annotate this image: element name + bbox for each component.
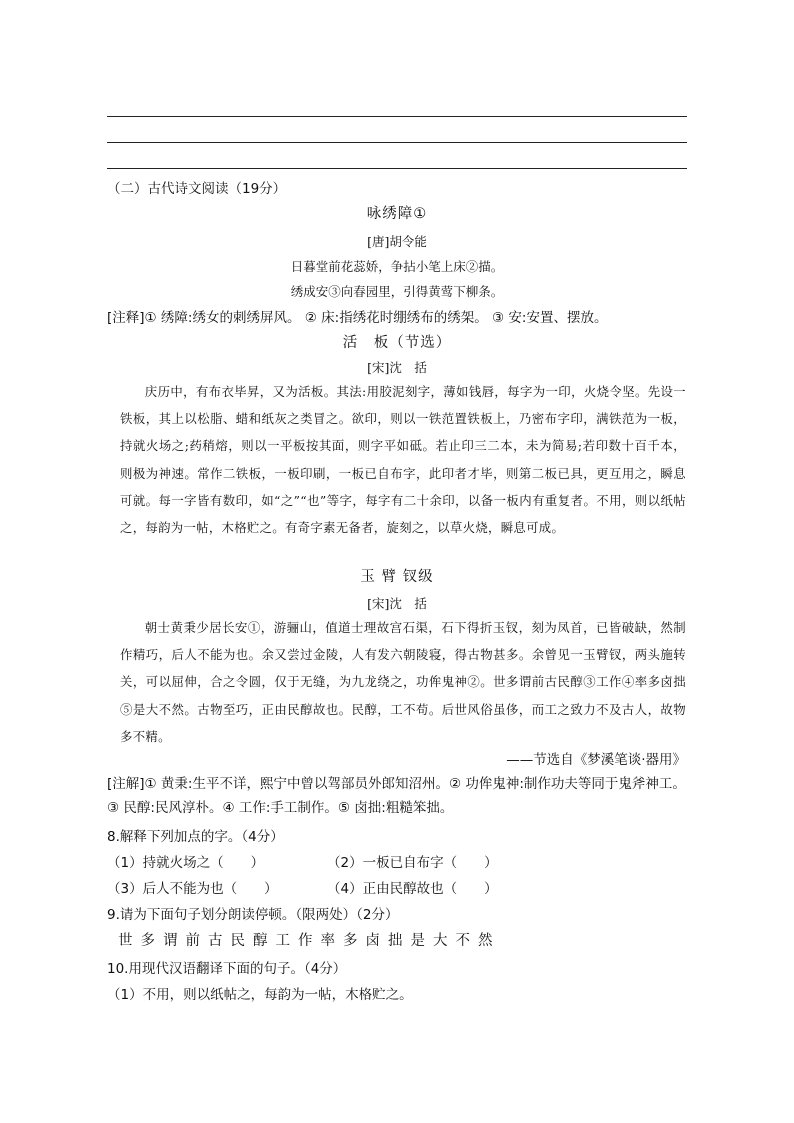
question-10: 10.用现代汉语翻译下面的句子。（4分） <box>107 961 347 977</box>
poem-notes: [注释]① 绣障:绣女的刺绣屏风。 ② 床:指绣花时绷绣布的绣架。 ③ 安:安置、摆放。 <box>107 310 608 326</box>
passage1-title: 活 板（节选） <box>342 335 452 351</box>
poem-line-2: 绣成安③向春园里，引得黄莺下柳条。 <box>290 284 504 299</box>
passage1-text: 庆历中，有布衣毕昇，又为活板。其法:用胶泥刻字，薄如钱唇，每字为一印，火烧令坚。先设一铁板，其上以松脂、蜡和纸灰之类冒之。欲印，则以一铁范置铁板上，乃密布字印，满铁范为一板，持就火场之;药稍熔，则以一平板按其面，则字平如砥。若止印三二本，未为简易;若印数十百千本，则极为神速。常作二铁板，一板印刷，一板已自布字，此印者才毕，则第二板已具，更互用之，瞬息可就。每一字皆有数印，如“之”“也”等字，每字有二十余印，以备一板内有重复者。不用，则以纸帖之，每韵为一帖，木格贮之。有奇字素无备者，旋刻之，以草火烧，瞬息可成。 <box>120 384 686 536</box>
passage2-title: 玉 臂 钗级 <box>360 569 434 585</box>
question-9: 9.请为下面句子划分朗读停顿。（限两处）（2分） <box>107 907 399 923</box>
question-8-1: （1）持就火场之（ ） <box>107 855 265 871</box>
question-8: 8.解释下列加点的字。（4分） <box>107 829 284 845</box>
poem-author: [唐]胡令能 <box>367 234 427 249</box>
question-9-sentence: 世多谓前古民醇工作率多卤拙是大不然 <box>118 933 501 949</box>
answer-line-2 <box>107 142 687 143</box>
answer-line-1 <box>107 116 687 117</box>
passage2-source: ——节选自《梦溪笔谈·器用》 <box>506 752 686 768</box>
question-8-2: （2）一板已自布字（ ） <box>327 855 498 871</box>
answer-line-3 <box>107 168 687 169</box>
passage1-author: [宋]沈 括 <box>367 360 427 375</box>
question-8-4: （4）正由民醇故也（ ） <box>327 881 498 897</box>
question-8-3: （3）后人不能为也（ ） <box>107 881 278 897</box>
passage2-notes: [注解]① 黄秉:生平不详，熙宁中曾以驾部员外郎知沼州。② 功侔鬼神:制作功夫等同于鬼斧神工。③ 民醇:民风淳朴。④ 工作:手工制作。⑤ 卤拙:粗糙笨拙。 <box>107 776 686 816</box>
section-heading: （二）古代诗文阅读（19分） <box>107 181 287 197</box>
question-10-1: （1）不用，则以纸帖之，每韵为一帖，木格贮之。 <box>107 987 413 1003</box>
passage2-text: 朝士黄秉少居长安①，游骊山，值道士理故宫石渠，石下得折玉钗，刻为凤首，已皆破缺，然制作精巧，后人不能为也。余又尝过金陵，人有发六朝陵寝，得古物甚多。余曾见一玉臂钗，两头施转关，可以屈伸，合之令圆，仅于无缝，为九龙绕之，功侔鬼神②。世多谓前古民醇③工作④率多卤拙⑤是大不然。古物至巧，正由民醇故也。民醇，工不苟。后世风俗虽侈，而工之致力不及古人，故物多不精。 <box>120 620 686 744</box>
poem-title: 咏绣障① <box>366 206 428 222</box>
poem-line-1: 日暮堂前花蕊娇，争拈小笔上床②描。 <box>290 259 504 274</box>
passage2-author: [宋]沈 括 <box>367 596 427 611</box>
